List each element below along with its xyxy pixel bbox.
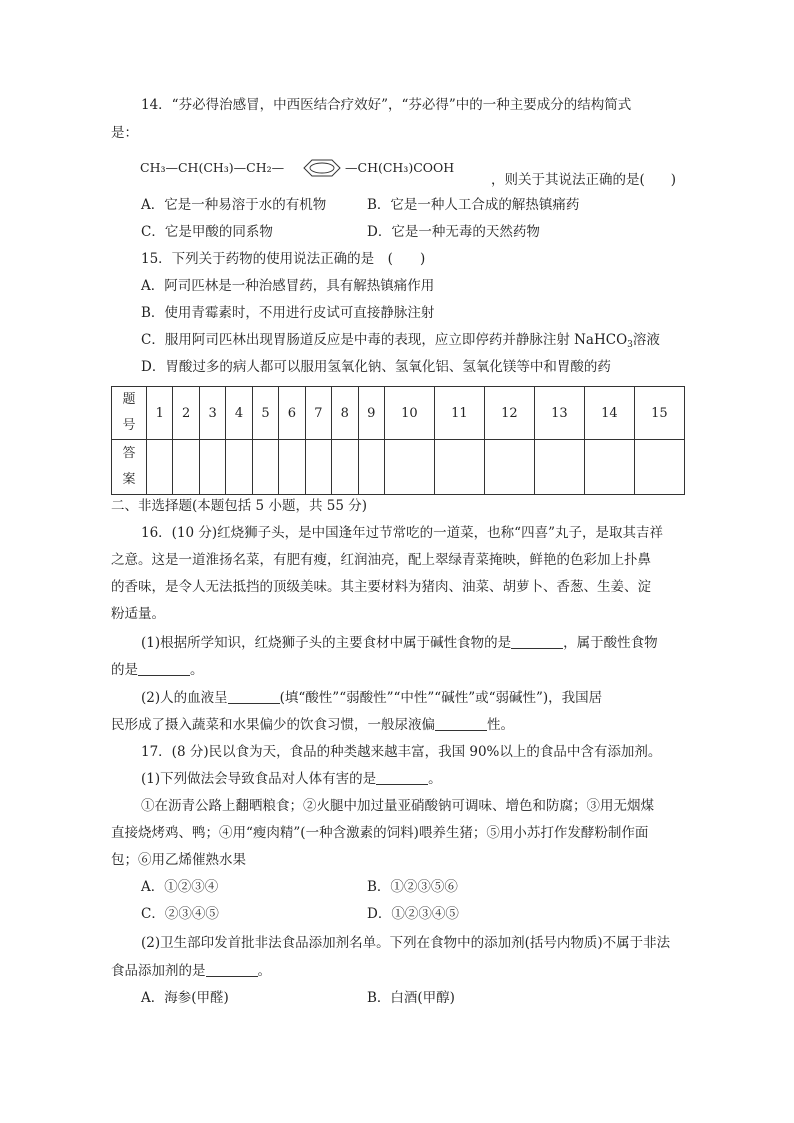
- answer-cell[interactable]: [584, 440, 634, 495]
- formula-right-chain: —CH(CH₃)COOH: [345, 160, 455, 175]
- answer-header-top: 答: [122, 446, 136, 461]
- q15-option-c-text: C．服用阿司匹林出现胃肠道反应是中毒的表现，应立即停药并静脉注射 NaHCO: [141, 332, 628, 348]
- q16-paragraph-line4: 粉适量。: [111, 606, 165, 622]
- answer-row-header: [112, 440, 147, 495]
- q17-option-c: C．②③④⑤: [141, 906, 219, 922]
- answer-cell[interactable]: [252, 440, 278, 495]
- q14-stem-line2: 是：: [111, 125, 138, 141]
- q15-option-c-subscript: 3: [627, 340, 633, 350]
- number-header-bottom: 号: [122, 418, 136, 433]
- answer-cell[interactable]: [332, 440, 358, 495]
- answer-blank[interactable]: [435, 716, 487, 731]
- q17-sub1-text-a: (1)下列做法会导致食品对人体有害的是: [141, 771, 377, 787]
- q16-sub1-text-a: (1)根据所学知识，红烧狮子头的主要食材中属于碱性食物的是: [141, 635, 512, 651]
- q17-items-line3: 包；⑥用乙烯催熟水果: [111, 852, 246, 868]
- number-cell: 13: [534, 387, 584, 440]
- q14-option-c: C．它是甲酸的同系物: [141, 224, 273, 240]
- q16-sub2-text-c: 民形成了摄入蔬菜和水果偏少的饮食习惯，一般尿液偏: [111, 717, 435, 733]
- answer-blank[interactable]: [206, 962, 258, 977]
- number-cell: 2: [173, 387, 199, 440]
- answer-cell[interactable]: [434, 440, 484, 495]
- number-cell: 14: [584, 387, 634, 440]
- q17-sub1: [141, 770, 442, 788]
- formula-left-chain: CH₃—CH(CH₃)—CH₂—: [140, 160, 285, 175]
- q17-sub2-line1: (2)卫生部印发首批非法食品添加剂名单。下列在食物中的添加剂(括号内物质)不属于非法: [141, 935, 671, 951]
- q17-stem: 17．(8 分)民以食为天，食品的种类越来越丰富，我国 90%以上的食品中含有添加剂。: [141, 744, 662, 760]
- answer-cell[interactable]: [147, 440, 173, 495]
- q15-stem: 15．下列关于药物的使用说法正确的是 ( ): [141, 251, 426, 267]
- answer-cell[interactable]: [305, 440, 331, 495]
- benzene-ring-icon: [292, 157, 352, 179]
- answer-cell[interactable]: [534, 440, 584, 495]
- q14-option-b: B．它是一种人工合成的解热镇痛药: [367, 197, 580, 213]
- q17-option-b: B．①②③⑤⑥: [367, 879, 458, 895]
- q15-option-d: D．胃酸过多的病人都可以服用氢氧化钠、氢氧化铝、氢氧化镁等中和胃酸的药: [141, 359, 611, 375]
- q17-items-line1: ①在沥青公路上翻晒粮食；②火腿中加过量亚硝酸钠可调味、增色和防腐；③用无烟煤: [141, 798, 654, 814]
- q17-sub2-text-a: 食品添加剂的是: [111, 963, 206, 979]
- q15-option-a: A．阿司匹林是一种治感冒药，具有解热镇痛作用: [141, 278, 435, 294]
- q16-sub1-text-b: ，属于酸性食物: [563, 635, 658, 651]
- answer-cell[interactable]: [384, 440, 434, 495]
- q16-paragraph-line3: 的香味，是令人无法抵挡的顶级美味。其主要材料为猪肉、油菜、胡萝卜、香葱、生姜、淀: [111, 579, 651, 595]
- answer-cell[interactable]: [358, 440, 384, 495]
- q17-items-line2: 直接烧烤鸡、鸭；④用“瘦肉精”(一种含激素的饲料)喂养生猪；⑤用小苏打作发酵粉制作面: [111, 825, 649, 841]
- answer-cell[interactable]: [173, 440, 199, 495]
- q14-stem-line1: 14．“芬必得治感冒，中西医结合疗效好”，“芬必得”中的一种主要成分的结构简式: [141, 97, 632, 113]
- q16-sub1-line1: [141, 634, 658, 652]
- answer-table: [111, 386, 685, 495]
- q14-option-d: D．它是一种无毒的天然药物: [367, 224, 540, 240]
- q17-sub2-option-a: A．海参(甲醛): [141, 990, 229, 1006]
- number-cell: 15: [634, 387, 684, 440]
- answer-table-number-row: [112, 387, 685, 440]
- number-cell: 1: [147, 387, 173, 440]
- q16-sub2-line2: [111, 716, 514, 734]
- number-cell: 11: [434, 387, 484, 440]
- q17-sub2-text-b: 。: [257, 963, 271, 979]
- number-header-top: 题: [122, 392, 136, 407]
- number-row-header: [112, 387, 147, 440]
- number-cell: 7: [305, 387, 331, 440]
- number-cell: 5: [252, 387, 278, 440]
- q16-paragraph-line2: 之意。这是一道淮扬名菜，有肥有瘦，红润油亮，配上翠绿青菜掩映，鲜艳的色彩加上扑鼻: [111, 552, 651, 568]
- q14-stem-close: ): [670, 172, 677, 188]
- answer-blank[interactable]: [138, 661, 190, 676]
- q14-stem-tail: [491, 171, 676, 189]
- answer-table-answer-row: [112, 440, 685, 495]
- q16-sub1-text-d: 。: [190, 662, 204, 678]
- q16-sub2-text-d: 性。: [487, 717, 514, 733]
- answer-blank[interactable]: [511, 634, 563, 649]
- number-cell: 8: [332, 387, 358, 440]
- q17-option-d: D．①②③④⑤: [367, 906, 459, 922]
- q14-stem-tail-text: ，则关于其说法正确的是(: [491, 172, 645, 188]
- q17-sub2-option-b: B．白酒(甲醇): [367, 990, 455, 1006]
- q17-option-a: A．①②③④: [141, 879, 219, 895]
- q15-option-c: [141, 331, 660, 354]
- q16-sub1-text-c: 的是: [111, 662, 138, 678]
- number-cell: 3: [199, 387, 225, 440]
- answer-blank[interactable]: [228, 689, 280, 704]
- number-cell: 4: [226, 387, 252, 440]
- answer-cell[interactable]: [484, 440, 534, 495]
- number-cell: 10: [384, 387, 434, 440]
- q15-option-b: B．使用青霉素时，不用进行皮试可直接静脉注射: [141, 305, 435, 321]
- q16-sub1-line2: [111, 661, 204, 679]
- q16-sub2-line1: [141, 689, 602, 707]
- answer-cell[interactable]: [199, 440, 225, 495]
- number-cell: 12: [484, 387, 534, 440]
- q14-option-a: A．它是一种易溶于水的有机物: [141, 197, 327, 213]
- answer-cell[interactable]: [279, 440, 305, 495]
- section2-heading: 二、非选择题(本题包括 5 小题，共 55 分): [111, 498, 367, 514]
- answer-cell[interactable]: [226, 440, 252, 495]
- number-cell: 9: [358, 387, 384, 440]
- answer-header-bottom: 案: [122, 472, 136, 487]
- number-cell: 6: [279, 387, 305, 440]
- answer-cell[interactable]: [634, 440, 684, 495]
- answer-blank[interactable]: [376, 770, 428, 785]
- q17-sub2-line2: [111, 962, 271, 980]
- q16-sub2-text-a: (2)人的血液呈: [141, 690, 228, 706]
- q17-sub1-text-b: 。: [428, 771, 442, 787]
- q15-option-c-tail: 溶液: [632, 332, 660, 348]
- q16-paragraph-line1: 16．(10 分)红烧狮子头，是中国逢年过节常吃的一道菜，也称“四喜”丸子，是取其吉祥: [141, 525, 663, 541]
- q16-sub2-text-b: (填“酸性”“弱酸性”“中性”“碱性”或“弱碱性”)，我国居: [279, 690, 603, 706]
